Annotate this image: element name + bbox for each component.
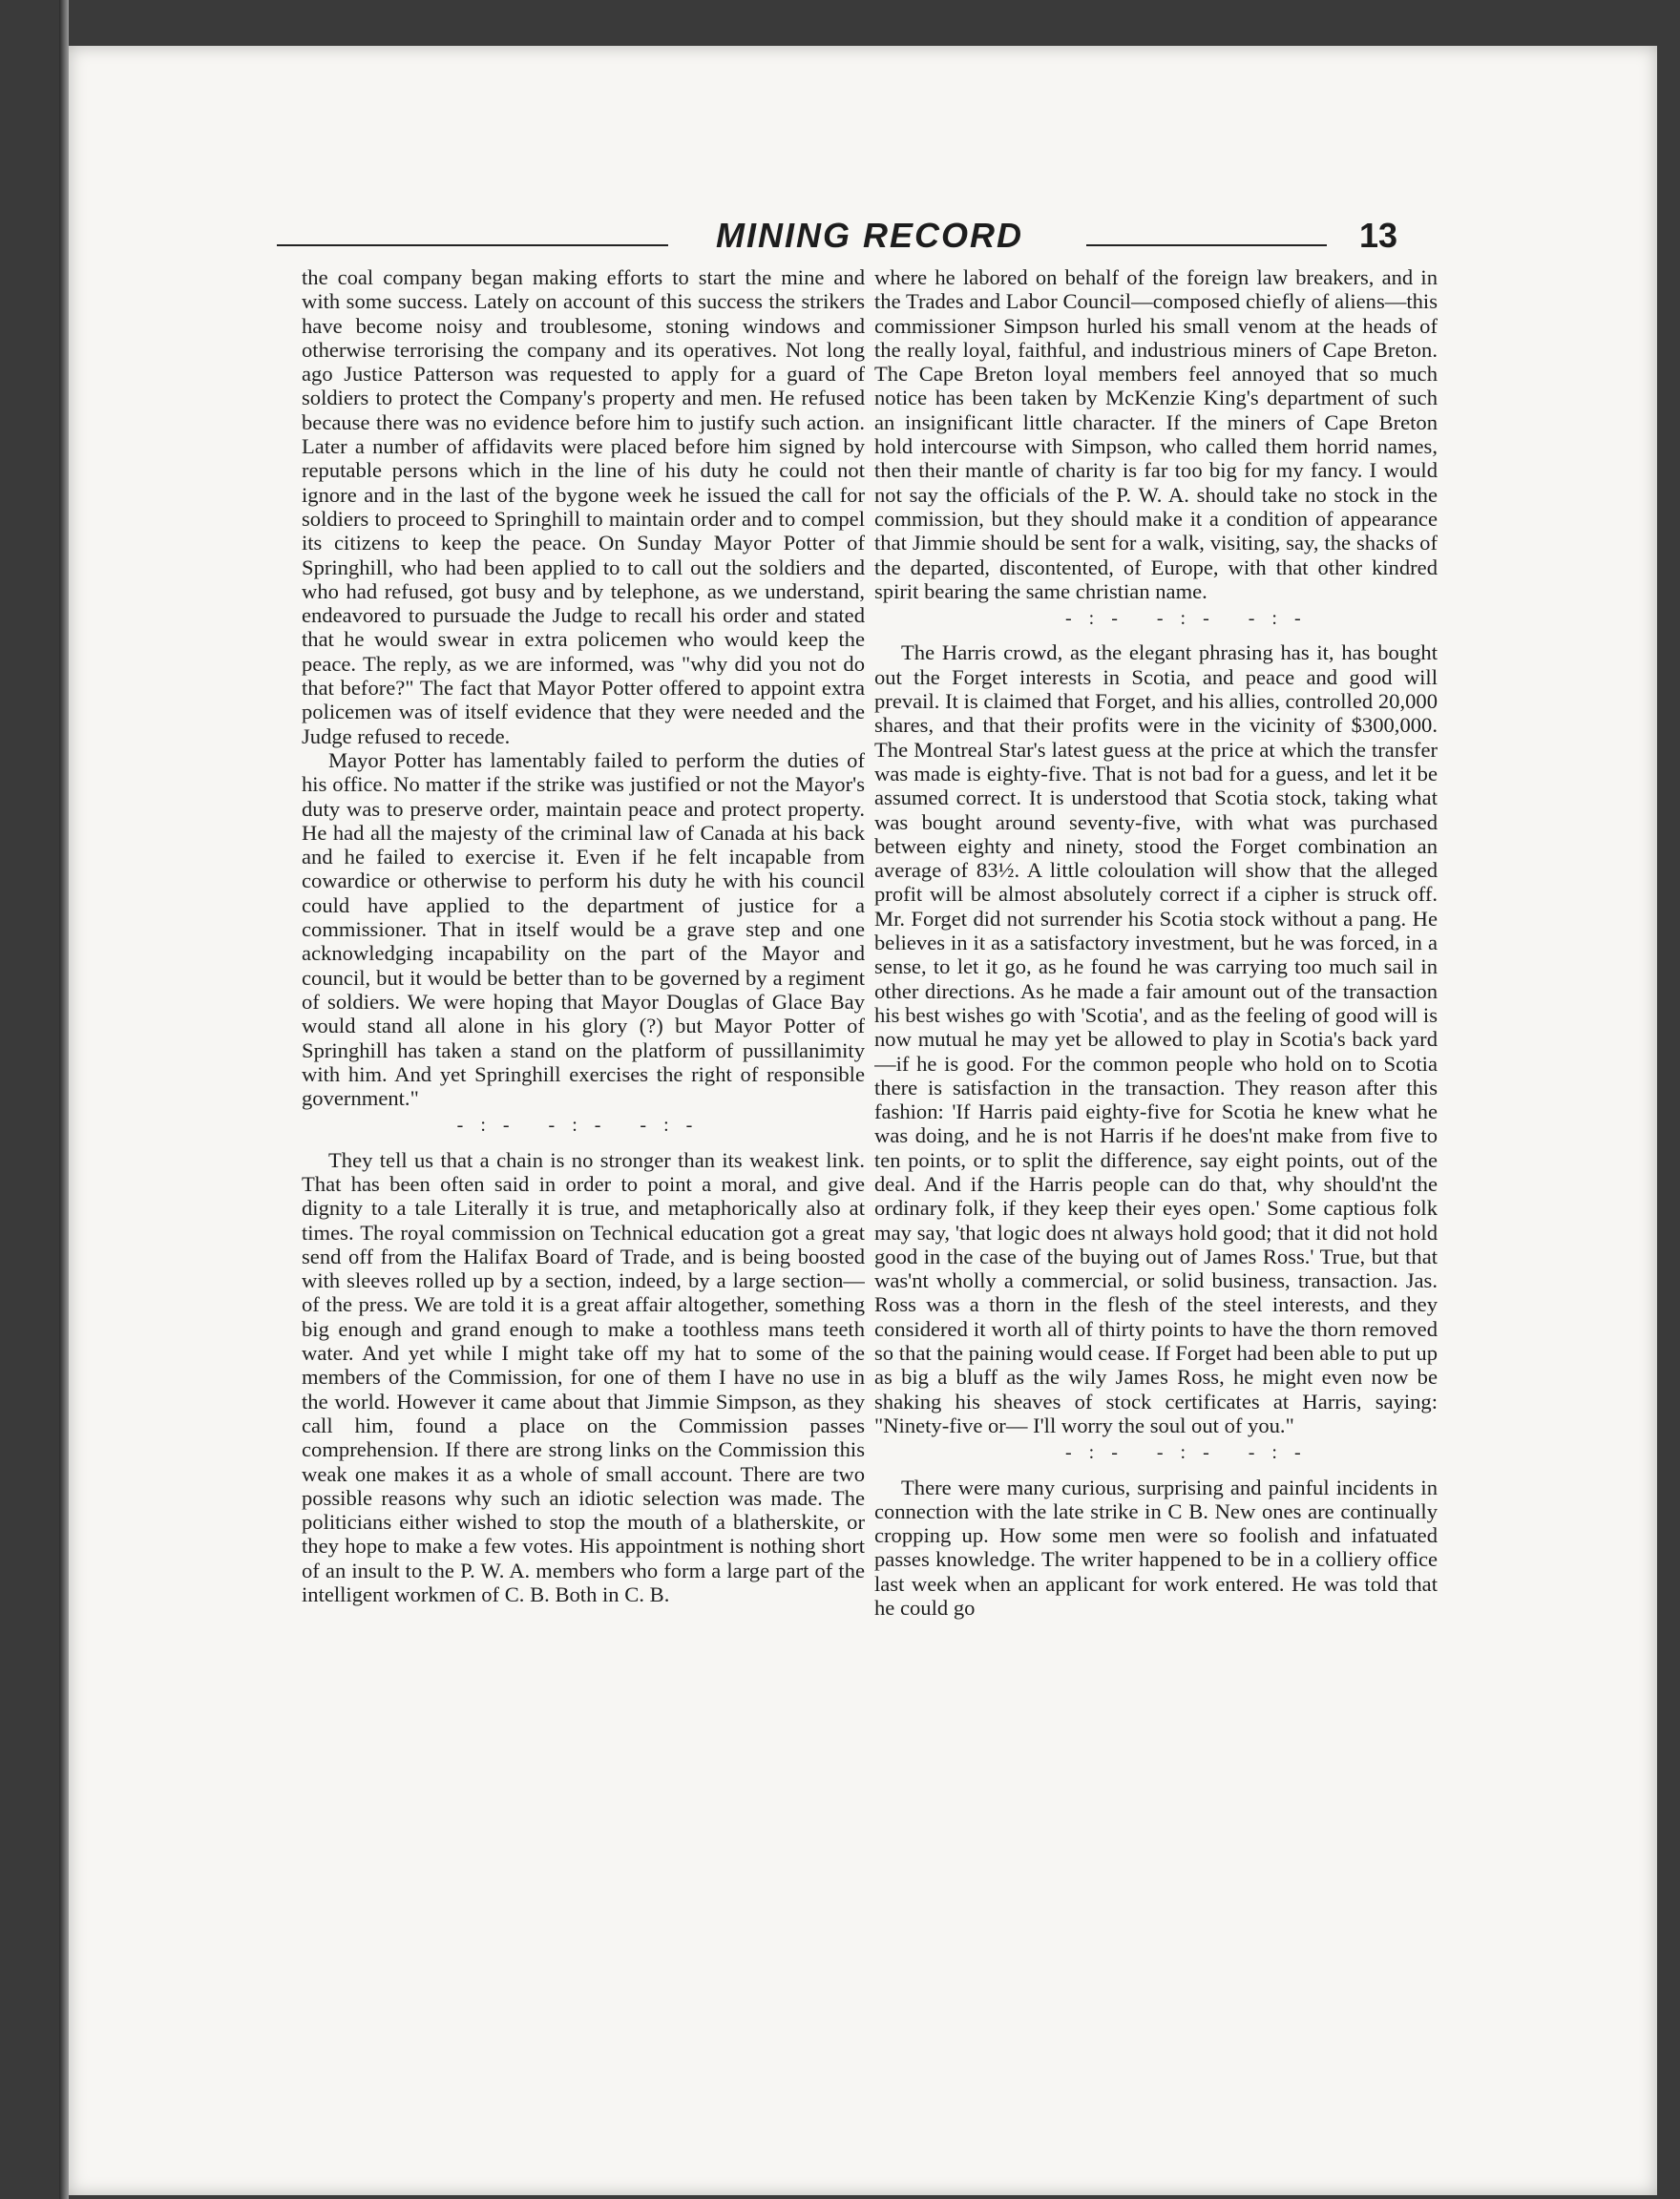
paragraph: They tell us that a chain is no stronger than its weakest link. That has been often said in order to point a moral, and give dignity to a tale Literally it is true, and metaphorically also at times. The royal commission on Technical education got a great send off from the Halifax Board of Trade, and is being boosted with sleeves rolled up by a section, indeed, by a large section—of the press. We are told it is a great affair altogether, something big enough and grand enough to make a toothless mans teeth water. And yet while I might take off my hat to some of the members of the Commission, for one of them I have no use in the world. However it came about that Jimmie Simpson, as they call him, found a place on the Commission passes comprehension. If there are strong links on the Commission this weak one makes it as a whole of small account. There are two possible reasons why such an idiotic selection was made. The politicians either wished to stop the mouth of a blatherskite, or they hope to make a few votes. His appointment is nothing short of an insult to the P. W. A. members who form a large part of the intelligent workmen of C. B. Both in C. B.	[302, 1147, 865, 1607]
paragraph: the coal company began making efforts to start the mine and with some success. Lately on account of this success the strikers have become noisy and troublesome, stoning windows and otherwise terrorising the company and its operatives. Not long ago Justice Patterson was requested to apply for a guard of soldiers to protect the Company's property and men. He refused because there was no evidence before him to justify such action. Later a number of affidavits were placed before him signed by reputable persons which in the line of his duty he could not ignore and in the last of the bygone week he issued the call for soldiers to proceed to Springhill to maintain order and to compel its citizens to keep the peace. On Sunday Mayor Potter of Springhill, who had been applied to to call out the soldiers and who had refused, got busy and by telephone, as we understand, endeavored to pursuade the Judge to recall his order and stated that he would swear in extra policemen who would keep the peace. The reply, as we are informed, was "why did you not do that before?" The fact that Mayor Potter offered to appoint extra policemen was of itself evidence that they were needed and the Judge refused to recede.	[302, 265, 865, 748]
header-rule-right	[1086, 244, 1327, 246]
paragraph: where he labored on behalf of the foreign law breakers, and in the Trades and Labor Council—composed chiefly of aliens—this commissioner Simpson hurled his small venom at the heads of the really loyal, faithful, and industrious miners of Cape Breton. The Cape Breton loyal members feel annoyed that so much notice has been taken by McKenzie King's department of such an insignificant little character. If the miners of Cape Breton hold intercourse with Simpson, who called them horrid names, then their mantle of charity is far too big for my fancy. I would not say the officials of the P. W. A. should take no stock in the commission, but they should make it a condition of appearance that Jimmie should be sent for a walk, visiting, say, the shacks of the departed, discontented, of Europe, with that other kindred spirit bearing the same christian name.	[874, 265, 1438, 603]
paragraph: The Harris crowd, as the elegant phrasing has it, has bought out the Forget interests in Scotia, and peace and good will prevail. It is claimed that Forget, and his allies, controlled 20,000 shares, and that their profits were in the vicinity of $300,000. The Montreal Star's latest guess at the price at which the transfer was made is eighty-five. That is not bad for a guess, and let it be assumed correct. It is understood that Scotia stock, taking what was bought around seventy-five, with what was purchased between eighty and ninety, stood the Forget combination an average of 83½. A little coloulation will show that the alleged profit will be almost absolutely correct if a cipher is struck off. Mr. Forget did not surrender his Scotia stock without a pang. He believes in it as a satisfactory investment, but he was forced, in a sense, to let it go, as he found he was carrying too much sail in other directions. As he made a fair amount out of the transaction his best wishes go with 'Scotia', and as the feeling of good will is now mutual he may yet be allowed to play in Scotia's back yard—if he is good. For the common people who hold on to Scotia there is satisfaction in the transaction. They reason after this fashion: 'If Harris paid eighty-five for Scotia he knew what he was doing, and he is not Harris if he does'nt make from five to ten points, or to split the difference, say eight points, out of the deal. And if the Harris people can do that, why should'nt the ordinary folk, if they keep their eyes open.' Some captious folk may say, 'that logic does nt always hold good; that it did not hold good in the case of the buying out of James Ross.' True, but that was'nt wholly a commercial, or solid business, transaction. Jas. Ross was a thorn in the flesh of the steel interests, and they considered it worth all of thirty points to have the thorn removed so that the paining would cease. If Forget had been able to put up as big a bluff as the wily James Ross, he might even now be shaking his sheaves of stock certificates at Harris, saying: "Ninety-five or— I'll worry the soul out of you."	[874, 640, 1438, 1437]
paragraph: There were many curious, surprising and painful incidents in connection with the late strike in C B. New ones are continually cropping up. How some men were so foolish and infatuated passes knowledge. The writer happened to be in a colliery office last week when an applicant for work entered. He was told that he could go	[874, 1475, 1438, 1621]
paragraph: Mayor Potter has lamentably failed to perform the duties of his office. No matter if the strike was justified or not the Mayor's duty was to preserve order, maintain peace and protect property. He had all the majesty of the criminal law of Canada at his back and he failed to exercise it. Even if he felt incapable from cowardice or otherwise to perform his duty he with his council could have applied to the department of justice for a commissioner. That in itself would be a grave step and one acknowledging incapability on the part of the Mayor and council, but it would be better than to be governed by a regiment of soldiers. We were hoping that Mayor Douglas of Glace Bay would stand all alone in his glory (?) but Mayor Potter of Springhill has taken a stand on the platform of pussillanimity with him. And yet Springhill exercises the right of responsible government."	[302, 747, 865, 1111]
page-header	[277, 216, 1451, 260]
section-separator: -:- -:- -:-	[1065, 1442, 1318, 1464]
header-rule-left	[277, 244, 668, 246]
scan-binding-edge	[59, 0, 69, 2199]
left-column	[302, 265, 865, 1955]
page-number: 13	[1359, 216, 1398, 255]
publication-title: MINING RECORD	[716, 216, 1023, 255]
section-separator: -:- -:- -:-	[456, 1115, 710, 1137]
section-separator: -:- -:- -:-	[1065, 608, 1318, 630]
right-column	[874, 265, 1438, 1955]
